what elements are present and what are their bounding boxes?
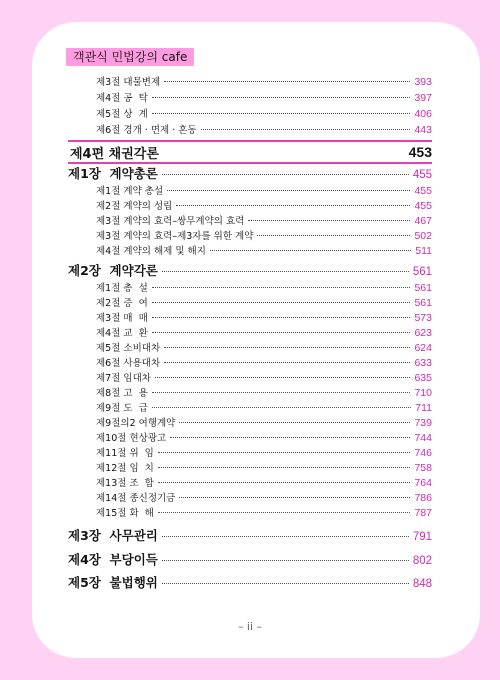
toc-row[interactable] [68, 400, 432, 414]
dot-leader [162, 583, 409, 584]
toc-page: 393 [414, 76, 432, 88]
toc-label: 제4절 공 탁 [96, 93, 148, 104]
toc-row[interactable] [68, 228, 432, 242]
dot-leader [201, 129, 411, 130]
toc-label: 제7절 임대차 [96, 373, 151, 384]
dot-leader [176, 205, 410, 206]
toc-row[interactable] [68, 90, 432, 104]
dot-leader [152, 392, 411, 393]
chapter-page: 848 [412, 578, 432, 590]
toc-label: 제5절 상 계 [96, 109, 148, 120]
toc-label: 제3절 계약의 효력–제3자를 위한 계약 [96, 231, 254, 242]
toc-page: 739 [414, 417, 432, 429]
toc-label: 제10절 현상광고 [96, 433, 167, 444]
toc-row[interactable] [68, 310, 432, 324]
dot-leader [162, 560, 409, 561]
toc-page: 561 [414, 282, 432, 294]
toc-row[interactable] [68, 445, 432, 459]
toc-row[interactable] [68, 183, 432, 197]
part-page: 453 [408, 144, 432, 160]
toc-page: 764 [414, 477, 432, 489]
toc-label: 제12절 임 치 [96, 463, 154, 474]
dot-leader [162, 536, 409, 537]
dot-leader [152, 317, 411, 318]
toc-row[interactable] [68, 74, 432, 88]
toc-label: 제3절 계약의 효력–쌍무계약의 효력 [96, 216, 245, 227]
toc-label: 제3절 매 매 [96, 313, 148, 324]
toc-row[interactable] [68, 355, 432, 369]
dot-leader [158, 512, 411, 513]
toc-row[interactable] [68, 325, 432, 339]
dot-leader [152, 407, 411, 408]
dot-leader [158, 452, 411, 453]
toc-label: 제3절 대물변제 [96, 77, 161, 88]
part-title: 제4편 채권각론 [70, 146, 159, 162]
dot-leader [210, 250, 411, 251]
dot-leader [152, 332, 411, 333]
dot-leader [257, 235, 410, 236]
toc-row[interactable] [68, 385, 432, 399]
chapter-title: 제4장 부당이득 [68, 552, 158, 567]
toc-page: 455 [414, 200, 432, 212]
toc-page: 455 [414, 185, 432, 197]
dot-leader [158, 467, 411, 468]
toc-label: 제14절 종신정기금 [96, 493, 176, 504]
dot-leader [152, 287, 411, 288]
toc-row[interactable] [68, 370, 432, 384]
toc-label: 제15절 화 해 [96, 508, 154, 519]
toc-label: 제2절 계약의 성립 [96, 201, 173, 212]
dot-leader [248, 220, 410, 221]
toc-label: 제6절 경개 · 면제 · 혼동 [96, 125, 197, 136]
toc-label: 제13절 조 합 [96, 478, 154, 489]
toc-row[interactable] [68, 460, 432, 474]
toc-row[interactable] [68, 243, 432, 257]
toc-label: 제5절 소비대차 [96, 343, 161, 354]
cafe-label: 객관식 민법강의 cafe [66, 48, 194, 66]
toc-label: 제8절 고 용 [96, 388, 148, 399]
dot-leader [152, 113, 411, 114]
toc-row[interactable] [68, 490, 432, 504]
toc-label: 제4절 교 환 [96, 328, 148, 339]
dot-leader [164, 347, 410, 348]
toc-label: 제1절 계약 총설 [96, 186, 164, 197]
toc-row[interactable] [68, 430, 432, 444]
toc-label: 제9절 도 급 [96, 403, 148, 414]
toc-label: 제6절 사용대차 [96, 358, 161, 369]
chapter-page: 802 [412, 555, 432, 567]
toc-label: 제11절 위 임 [96, 448, 154, 459]
toc-row[interactable] [68, 295, 432, 309]
dot-leader [162, 271, 409, 272]
toc-label: 제4절 계약의 해제 및 해지 [96, 246, 206, 257]
toc-row[interactable] [68, 475, 432, 489]
toc-row[interactable] [68, 122, 432, 136]
dot-leader [155, 377, 411, 378]
toc-row[interactable] [68, 213, 432, 227]
toc-page: 406 [414, 108, 432, 120]
dot-leader [179, 497, 410, 498]
toc-page: 787 [414, 507, 432, 519]
toc-page: 744 [414, 432, 432, 444]
chapter-title: 제5장 불법행위 [68, 575, 158, 590]
dot-leader [167, 190, 410, 191]
dot-leader [164, 362, 410, 363]
chapter-title: 제1장 계약총론 [68, 166, 158, 181]
toc-label: 제2절 증 여 [96, 298, 148, 309]
toc-page: 573 [414, 312, 432, 324]
toc-page: 502 [414, 230, 432, 242]
dot-leader [170, 437, 410, 438]
toc-row[interactable] [68, 415, 432, 429]
dot-leader [152, 302, 411, 303]
chapter-row[interactable] [68, 526, 432, 544]
part-header[interactable] [68, 140, 432, 164]
toc-page: 623 [414, 327, 432, 339]
chapter-row[interactable] [68, 573, 432, 591]
toc-page: 635 [414, 372, 432, 384]
dot-leader [164, 81, 410, 82]
toc-page: 511 [415, 245, 432, 257]
dot-leader [158, 482, 411, 483]
toc-page: 397 [414, 92, 432, 104]
chapter-row[interactable] [68, 261, 432, 279]
toc-row[interactable] [68, 198, 432, 212]
toc-label: 제9절의2 여행계약 [96, 418, 176, 429]
dot-leader [162, 174, 409, 175]
toc-page: 758 [414, 462, 432, 474]
toc-page: 633 [414, 357, 432, 369]
toc-row[interactable] [68, 340, 432, 354]
chapter-row[interactable] [68, 164, 432, 182]
toc-page: 561 [414, 297, 432, 309]
chapter-title: 제3장 사무관리 [68, 528, 158, 543]
dot-leader [179, 422, 410, 423]
toc-row[interactable] [68, 280, 432, 294]
chapter-title: 제2장 계약각론 [68, 263, 158, 278]
page-number: – ii – [237, 620, 263, 633]
toc-row[interactable] [68, 505, 432, 519]
chapter-row[interactable] [68, 550, 432, 568]
toc-page: 710 [414, 387, 432, 399]
toc-label: 제1절 총 설 [96, 283, 148, 294]
chapter-page: 455 [412, 169, 432, 181]
toc-row[interactable] [68, 106, 432, 120]
toc-page: 467 [414, 215, 432, 227]
chapter-page: 791 [412, 531, 432, 543]
toc-page: 786 [414, 492, 432, 504]
toc-page: 443 [414, 124, 432, 136]
toc-page: 711 [415, 402, 432, 414]
chapter-page: 561 [412, 266, 432, 278]
dot-leader [152, 97, 411, 98]
toc-page: 746 [414, 447, 432, 459]
toc-page: 624 [414, 342, 432, 354]
